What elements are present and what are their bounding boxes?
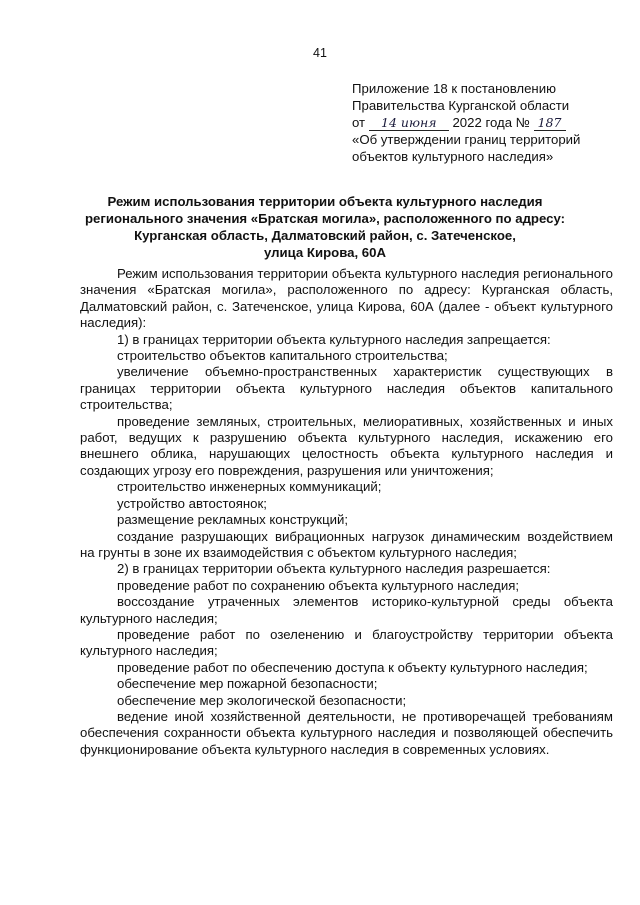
document-title <box>60 193 590 261</box>
page-number: 41 <box>313 46 327 60</box>
appendix-from-label: от <box>352 115 366 130</box>
appendix-date-line <box>352 114 622 131</box>
handwritten-number: 187 <box>534 116 566 131</box>
paragraph: 1) в границах территории объекта культурного наследия запрещается: <box>117 331 551 347</box>
title-line-2: регионального значения «Братская могила», расположенного по адресу: <box>84 211 566 226</box>
appendix-line-5: объектов культурного наследия» <box>352 149 554 164</box>
paragraph: создание разрушающих вибрационных нагрузок динамическим воздействием на грунты в зоне их взаимодействия с объектом культурного наследия; <box>80 528 613 560</box>
paragraph: обеспечение мер пожарной безопасности; <box>117 676 378 692</box>
paragraph: увеличение объемно-пространственных характеристик существующих в границах территории объекта культурного наследия объектов капитального строительства; <box>80 364 613 413</box>
paragraph: воссоздание утраченных элементов историко-культурной среды объекта культурного наследия; <box>80 594 613 626</box>
paragraph: Режим использования территории объекта культурного наследия регионального значения «Братская могила», расположенного по адресу: Курганская область, Далматовский район, с. Затеченское, улица Кирова, 60А (далее - объект культурного наследия): <box>80 266 613 331</box>
title-line-3: Курганская область, Далматовский район, с. Затеченское, <box>134 228 516 243</box>
document-body <box>80 266 613 758</box>
paragraph: строительство инженерных коммуникаций; <box>117 479 382 495</box>
paragraph: размещение рекламных конструкций; <box>117 512 349 528</box>
appendix-number-label: № <box>515 115 530 130</box>
appendix-block <box>352 80 622 165</box>
paragraph: проведение работ по обеспечению доступа к объекту культурного наследия; <box>117 659 588 675</box>
paragraph: проведение работ по сохранению объекта культурного наследия; <box>117 577 520 593</box>
appendix-line-1: Приложение 18 к постановлению <box>352 81 556 96</box>
paragraph: устройство автостоянок; <box>117 495 267 511</box>
appendix-line-2: Правительства Курганской области <box>352 98 570 113</box>
appendix-year: 2022 года <box>452 115 513 130</box>
paragraph: обеспечение мер экологической безопасности; <box>117 692 407 708</box>
paragraph: проведение работ по озеленению и благоустройству территории объекта культурного наследия; <box>80 626 613 659</box>
handwritten-date: 14 июня <box>369 116 449 131</box>
paragraph: проведение земляных, строительных, мелиоративных, хозяйственных и иных работ, ведущих к разрушению объекта культурного наследия, искажению его внешнего облика, нарушающих целостность объекта культурного наследия и создающих угрозу его повреждения, разрушения или уничтожения; <box>80 413 613 478</box>
paragraph: строительство объектов капитального строительства; <box>117 348 448 364</box>
paragraph: ведение иной хозяйственной деятельности, не противоречащей требованиям обеспечения сохранности объекта культурного наследия и позволяющей обеспечить функционирование объекта культурного наследия в современных условиях. <box>80 708 613 757</box>
title-line-1: Режим использования территории объекта культурного наследия <box>107 194 543 209</box>
title-line-4: улица Кирова, 60А <box>264 245 386 260</box>
appendix-line-4: «Об утверждении границ территорий <box>352 132 581 147</box>
paragraph: 2) в границах территории объекта культурного наследия разрешается: <box>117 561 551 577</box>
